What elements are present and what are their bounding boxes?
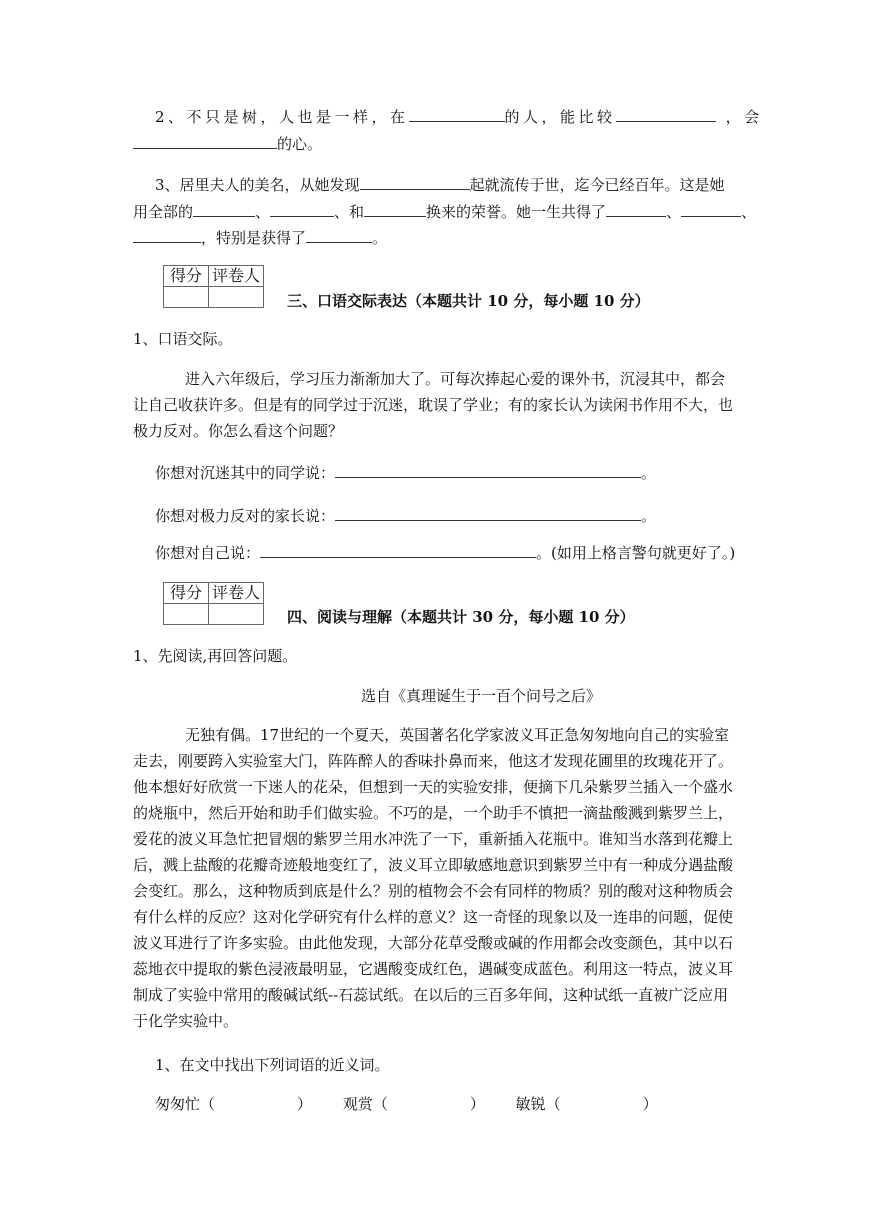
q3-text-g: 、 bbox=[666, 203, 682, 221]
reviewer-cell[interactable] bbox=[209, 287, 264, 308]
answer-line-students bbox=[155, 460, 656, 486]
section3-title: 三、口语交际表达（本题共计 10 分，每小题 10 分） bbox=[287, 292, 650, 310]
answer-prompt-self: 你想对自己说： bbox=[155, 544, 261, 562]
q2-line1 bbox=[155, 104, 763, 130]
q3-text-c: 用全部的 bbox=[133, 203, 194, 221]
answer-blank-parents[interactable] bbox=[335, 503, 641, 521]
score-label: 得分 bbox=[164, 266, 209, 287]
q3-blank-3[interactable] bbox=[270, 199, 334, 217]
section3-passage-line3: 极力反对。你怎么看这个问题？ bbox=[133, 422, 344, 440]
q3-text-i: ，特别是获得了 bbox=[201, 229, 307, 247]
synonym-row bbox=[155, 1091, 658, 1117]
section3-passage-line2: 让自己收获许多。但是有的同学过于沉迷，耽误了学业；有的家长认为读闲书作用不大，也 bbox=[133, 396, 734, 414]
q3-blank-2[interactable] bbox=[193, 199, 255, 217]
passage-line-1: 无独有偶。17世纪的一个夏天，英国著名化学家波义耳正急匆匆地向自己的实验室 bbox=[185, 726, 730, 744]
q3-text-j: 。 bbox=[372, 229, 388, 247]
reviewer-label: 评卷人 bbox=[209, 266, 264, 287]
q3-line1 bbox=[155, 172, 725, 198]
q3-blank-6[interactable] bbox=[681, 199, 741, 217]
score-cell[interactable] bbox=[164, 604, 209, 625]
sub-question-1: 1、在文中找出下列词语的近义词。 bbox=[155, 1056, 390, 1074]
synonym-word-1: 匆匆忙（ bbox=[155, 1095, 216, 1113]
answer-prompt-parents: 你想对极力反对的家长说： bbox=[155, 507, 336, 525]
q3-blank-1[interactable] bbox=[360, 172, 470, 190]
passage-line-8: 有什么样的反应？这对化学研究有什么样的意义？这一奇怪的现象以及一连串的问题，促使 bbox=[133, 908, 734, 926]
answer-period-students: 。 bbox=[641, 464, 657, 482]
q3-blank-5[interactable] bbox=[606, 199, 666, 217]
q2-blank-2[interactable] bbox=[616, 104, 716, 122]
section4-title: 四、阅读与理解（本题共计 30 分，每小题 10 分） bbox=[287, 608, 635, 626]
passage-source: 选自《真理诞生于一百个问号之后》 bbox=[361, 687, 602, 705]
reviewer-cell[interactable] bbox=[209, 604, 264, 625]
synonym-word-3: 敏锐（ bbox=[515, 1095, 561, 1113]
answer-period-parents: 。 bbox=[641, 507, 657, 525]
answer-blank-students[interactable] bbox=[335, 460, 641, 478]
passage-line-12: 于化学实验中。 bbox=[133, 1012, 239, 1030]
synonym-close-1: ） bbox=[297, 1095, 313, 1113]
q3-blank-7[interactable] bbox=[133, 225, 201, 243]
section3-passage-line1: 进入六年级后，学习压力渐渐加大了。可每次捧起心爱的课外书，沉浸其中，都会 bbox=[185, 370, 726, 388]
q3-line2 bbox=[133, 199, 756, 225]
q3-text-b: 起就流传于世，迄今已经百年。这是她 bbox=[469, 176, 725, 194]
q3-text-e: 、和 bbox=[334, 203, 365, 221]
q2-line2 bbox=[133, 131, 322, 157]
answer-prompt-students: 你想对沉迷其中的同学说： bbox=[155, 464, 336, 482]
passage-line-6: 后，溅上盐酸的花瓣奇迹般地变红了，波义耳立即敏感地意识到紫罗兰中有一种成分遇盐酸 bbox=[133, 856, 734, 874]
score-cell[interactable] bbox=[164, 287, 209, 308]
passage-line-3: 他本想好好欣赏一下迷人的花朵，但想到一天的实验安排，便摘下几朵紫罗兰插入一个盛水 bbox=[133, 778, 734, 796]
q2-text-d: 的心。 bbox=[277, 135, 323, 153]
section3-q1: 1、口语交际。 bbox=[133, 330, 233, 348]
q3-line3 bbox=[133, 225, 387, 251]
q3-text-d: 、 bbox=[255, 203, 271, 221]
passage-line-11: 制成了实验中常用的酸碱试纸--石蕊试纸。在以后的三百多年间，这种试纸一直被广泛应用 bbox=[133, 986, 729, 1004]
score-box-section4 bbox=[163, 582, 264, 625]
q3-blank-8[interactable] bbox=[306, 225, 372, 243]
reviewer-label: 评卷人 bbox=[209, 583, 264, 604]
answer-line-parents bbox=[155, 503, 656, 529]
passage-line-9: 波义耳进行了许多实验。由此他发现，大部分花草受酸或碱的作用都会改变颜色，其中以石 bbox=[133, 934, 734, 952]
score-box-section3 bbox=[163, 265, 264, 308]
section4-q1: 1、先阅读,再回答问题。 bbox=[133, 647, 298, 665]
synonym-close-3: ） bbox=[642, 1095, 658, 1113]
q2-blank-3[interactable] bbox=[133, 131, 277, 149]
passage-line-7: 会变红。那么，这种物质到底是什么？别的植物会不会有同样的物质？别的酸对这种物质会 bbox=[133, 882, 734, 900]
answer-blank-self[interactable] bbox=[260, 540, 536, 558]
q3-text-h: 、 bbox=[741, 203, 757, 221]
q2-blank-1[interactable] bbox=[409, 104, 505, 122]
synonym-close-2: ） bbox=[469, 1095, 485, 1113]
passage-line-4: 的烧瓶中，然后开始和助手们做实验。不巧的是，一个助手不慎把一滴盐酸溅到紫罗兰上， bbox=[133, 804, 734, 822]
q2-text-c: ，会 bbox=[725, 108, 763, 126]
answer-line-self bbox=[155, 540, 735, 566]
answer-tail-self: 。(如用上格言警句就更好了。) bbox=[536, 544, 736, 562]
q2-text-b: 的人，能比较 bbox=[504, 108, 616, 126]
passage-line-10: 蕊地衣中提取的紫色浸液最明显，它遇酸变成红色，遇碱变成蓝色。利用这一特点，波义耳 bbox=[133, 960, 734, 978]
q3-text-a: 3、居里夫人的美名，从她发现 bbox=[155, 176, 360, 194]
score-label: 得分 bbox=[164, 583, 209, 604]
synonym-word-2: 观赏（ bbox=[342, 1095, 388, 1113]
passage-line-2: 走去，刚要跨入实验室大门，阵阵醉人的香味扑鼻而来，他这才发现花圃里的玫瑰花开了。 bbox=[133, 752, 734, 770]
passage-line-5: 爱花的波义耳急忙把冒烟的紫罗兰用水冲洗了一下，重新插入花瓶中。谁知当水落到花瓣上 bbox=[133, 830, 734, 848]
q2-text-a: 2、不只是树，人也是一样，在 bbox=[155, 108, 409, 126]
q3-blank-4[interactable] bbox=[364, 199, 426, 217]
q3-text-f: 换来的荣誉。她一生共得了 bbox=[426, 203, 607, 221]
